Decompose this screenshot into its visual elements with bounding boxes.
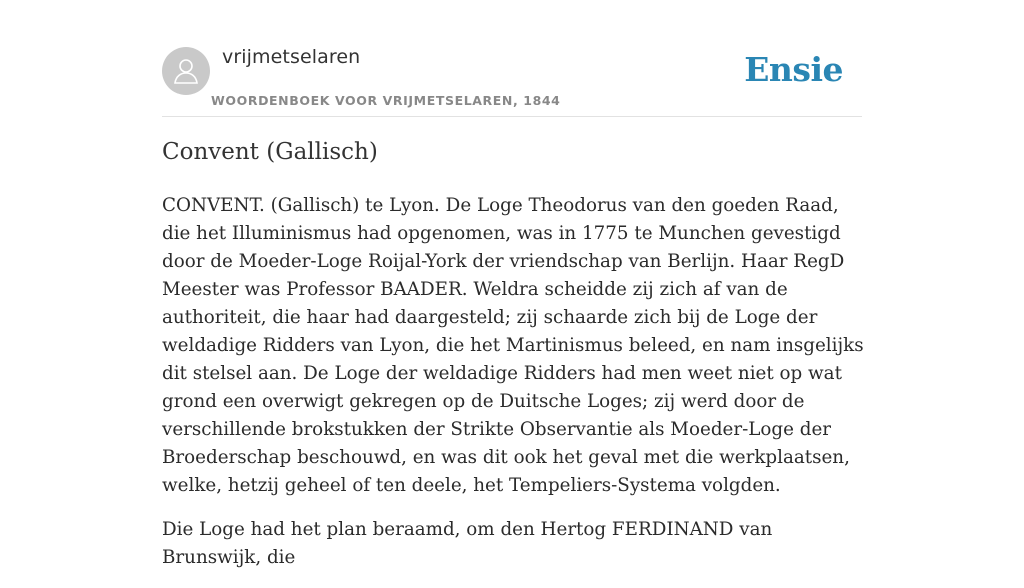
paragraph: Die Loge had het plan beraamd, om den Hertog FERDINAND van Brunswijk, die bbox=[162, 519, 773, 568]
article-title: Convent (Gallisch) bbox=[162, 139, 378, 165]
paragraph: CONVENT. (Gallisch) te Lyon. De Loge Theodorus van den goeden Raad, die het Illuminismus had opgenomen, was in 1775 te Munchen gevestigd door de Moeder-Loge Roijal-York der vriendschap van Berlijn. Haar RegD Meester was Professor BAADER. Weldra scheidde zij zich af van de authoriteit, die haar had daargesteld; zij schaarde zich bij de Loge der weldadige Ridders van Lyon, die het Martinismus beleed, en nam insgelijks dit stelsel aan. De Loge der weldadige Ridders had men weet niet op wat grond een overwigt gekregen op de Duitsche Loges; zij werd door de verschillende brokstukken der Strikte Observantie als Moeder-Loge der Broederschap beschouwd, en was dit ook het geval met die werkplaatsen, welke, hetzij geheel of ten deele, het Tempeliers-Systema volgden. bbox=[162, 195, 864, 496]
brand-logo[interactable]: Ensie bbox=[744, 50, 843, 89]
article-page bbox=[162, 0, 864, 568]
avatar[interactable] bbox=[162, 47, 210, 95]
author-name[interactable]: vrijmetselaren bbox=[222, 46, 361, 68]
article-body bbox=[162, 192, 867, 588]
article-header bbox=[162, 0, 862, 117]
source-label[interactable]: WOORDENBOEK VOOR VRIJMETSELAREN, 1844 bbox=[211, 93, 561, 108]
user-icon bbox=[171, 56, 201, 86]
